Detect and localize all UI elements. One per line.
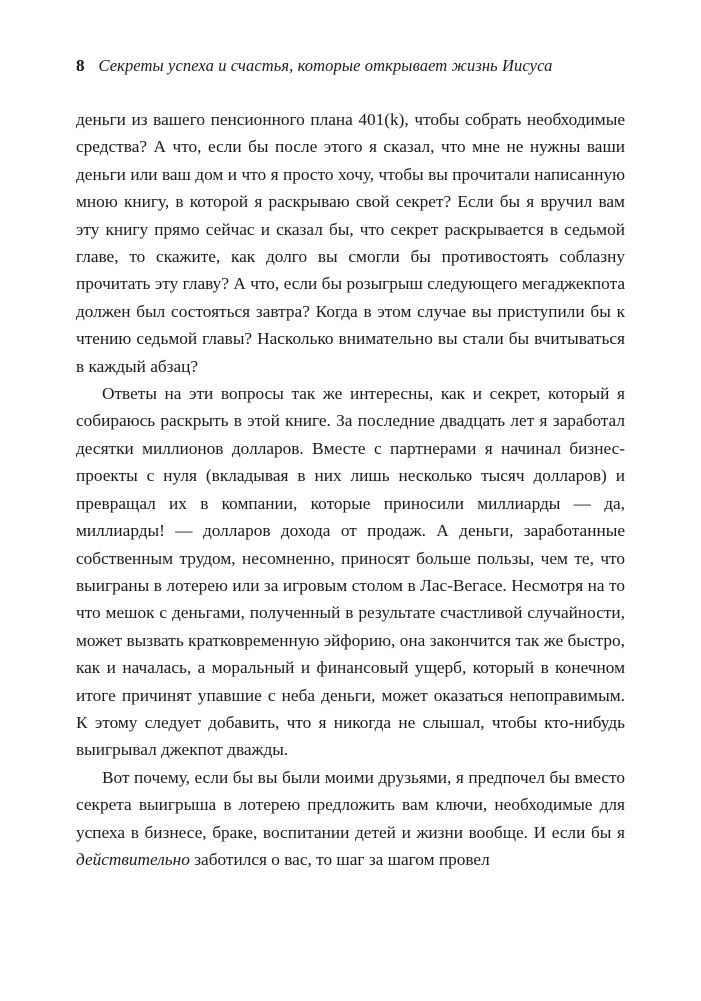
paragraph-final [76, 764, 625, 874]
running-head [76, 56, 625, 76]
emphasis-word: действительно [76, 849, 190, 869]
paragraph-final-text-after: заботился о вас, то шаг за шагом провел [189, 849, 490, 869]
running-head-title: Секреты успеха и счастья, которые открывает жизнь Иисуса [98, 56, 553, 75]
paragraph: Ответы на эти вопросы так же интересны, как и секрет, который я собираюсь раскрыть в этой книге. За последние двадцать лет я заработал десятки миллионов долларов. Вместе с партнерами я начинал бизнес-проекты с нуля (вкладывая в них лишь несколько тысяч долларов) и превращал их в компании, которые приносили миллиарды — да, миллиарды! — долларов дохода от продаж. А деньги, заработанные собственным трудом, несомненно, приносят больше пользы, чем те, что выиграны в лотерею или за игровым столом в Лас-Вегасе. Несмотря на то что мешок с деньгами, полученный в результате счастливой случайности, может вызвать кратковременную эйфорию, она закончится так же быстро, как и началась, а моральный и финансовый ущерб, который в конечном итоге причинят упавшие с неба деньги, может оказаться непоправимым. К этому следует добавить, что я никогда не слышал, чтобы кто-нибудь выигрывал джекпот дважды. [76, 384, 625, 760]
paragraph-final-text-before: Вот почему, если бы вы были моими друзьями, я предпочел бы вместо секрета выигрыша в лотерею предложить вам ключи, необходимые для успеха в бизнесе, браке, воспитании детей и жизни вообще. И если бы я [76, 767, 625, 842]
paragraph-continued: деньги из вашего пенсионного плана 401(k), чтобы собрать необходимые средства? А что, если бы после этого я сказал, что мне не нужны ваши деньги или ваш дом и что я просто хочу, чтобы вы прочитали написанную мною книгу, в которой я раскрываю свой секрет? Если бы я вручил вам эту книгу прямо сейчас и сказал бы, что секрет раскрывается в седьмой главе, то скажите, как долго вы смогли бы противостоять соблазну прочитать эту главу? А что, если бы розыгрыш следующего мегаджекпота должен был состояться завтра? Когда в этом случае вы приступили бы к чтению седьмой главы? Насколько внимательно вы стали бы вчитываться в каждый абзац? [76, 110, 625, 376]
page-number: 8 [76, 56, 85, 75]
page-body [76, 106, 625, 873]
